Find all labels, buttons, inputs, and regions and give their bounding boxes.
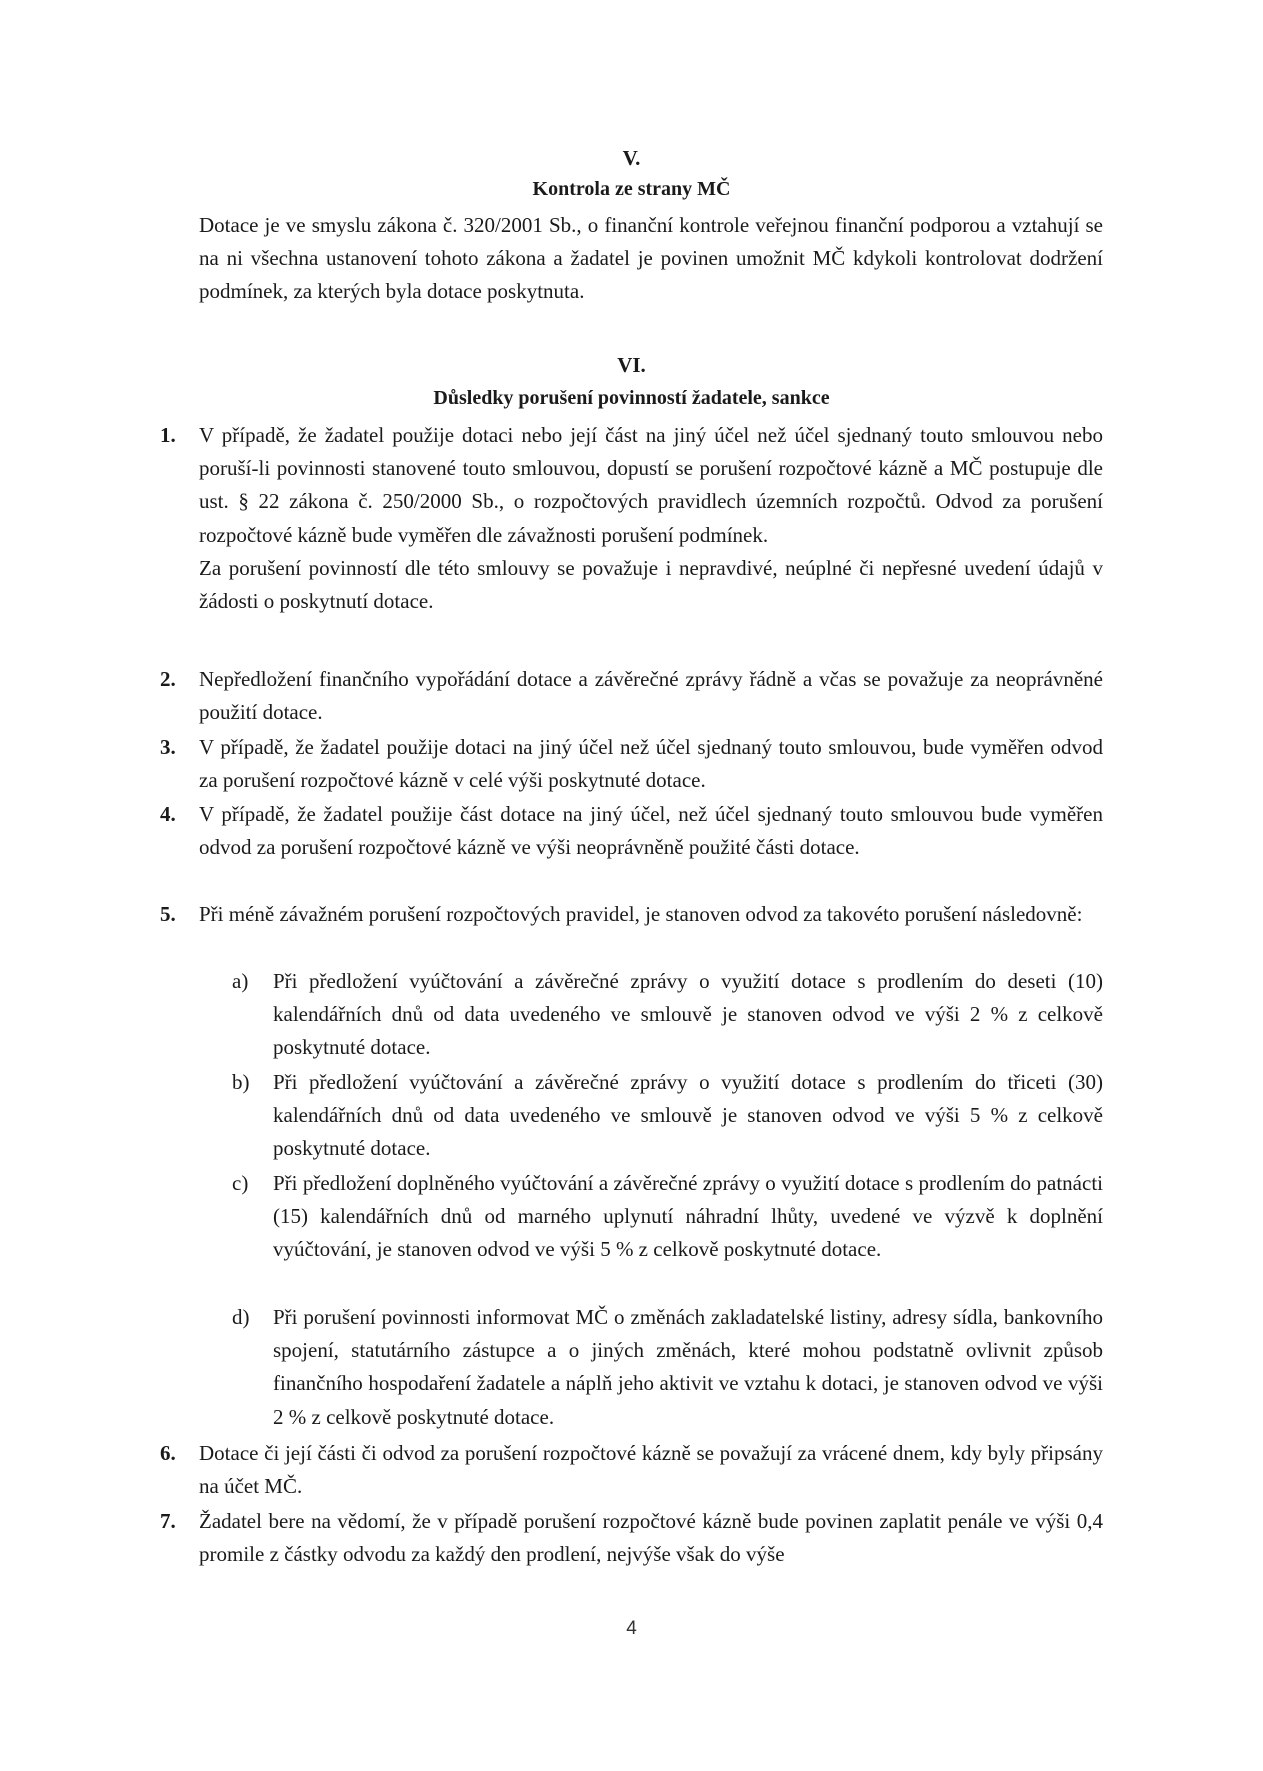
list-item-number: 7. xyxy=(160,1509,176,1533)
sub-item-letter: c) xyxy=(232,1171,249,1195)
section-v-title: Kontrola ze strany MČ xyxy=(532,178,731,200)
list-item-text: V případě, že žadatel použije dotaci na jiný účel než účel sjednaný touto smlouvou, bude vyměřen odvod za porušení rozpočtové kázně v celé výši poskytnuté dotace. xyxy=(199,735,1103,793)
sub-item-text: Při předložení vyúčtování a závěrečné zprávy o využití dotace s prodlením do deseti (10) kalendářních dnů od data uvedeného ve smlouvě je stanoven odvod ve výši 2 % z celkově poskytnuté dotace. xyxy=(273,969,1103,1060)
list-item-1 xyxy=(160,419,1103,618)
sub-item-letter: b) xyxy=(232,1070,250,1094)
list-item-number: 6. xyxy=(160,1441,176,1465)
list-item-text-continued: Za porušení povinností dle této smlouvy se považuje i nepravdivé, neúplné či nepřesné uvedení údajů v žádosti o poskytnutí dotace. xyxy=(199,555,1103,614)
list-item-text: V případě, že žadatel použije část dotace na jiný účel, než účel sjednaný touto smlouvou bude vyměřen odvod za porušení rozpočtové kázně ve výši neoprávněně použité části dotace. xyxy=(199,802,1103,860)
list-item-number: 3. xyxy=(160,735,176,759)
list-item-text: Žadatel bere na vědomí, že v případě porušení rozpočtové kázně bude povinen zaplatit penále ve výši 0,4 promile z částky odvodu za každý den prodlení, nejvýše však do výše xyxy=(199,1509,1103,1567)
list-item-number: 1. xyxy=(160,423,176,447)
list-item-number: 2. xyxy=(160,667,176,691)
sub-item-a xyxy=(232,965,1103,1065)
sub-item-b xyxy=(232,1066,1103,1166)
sub-item-text: Při porušení povinnosti informovat MČ o změnách zakladatelské listiny, adresy sídla, bankovního spojení, statutárního zástupce a o jiných změnách, které mohou podstatně ovlivnit způsob finančního hospodaření žadatele a náplň jeho aktivit ve vztahu k dotaci, je stanoven odvod ve výši 2 % z celkově poskytnuté dotace. xyxy=(273,1305,1103,1429)
list-item-2 xyxy=(160,663,1103,729)
page-number: 4 xyxy=(626,1618,637,1639)
section-vi-number: VI. xyxy=(617,353,646,377)
sub-item-letter: d) xyxy=(232,1305,250,1329)
list-item-7 xyxy=(160,1505,1103,1571)
sub-item-text: Při předložení doplněného vyúčtování a závěrečné zprávy o využití dotace s prodlením do patnácti (15) kalendářních dnů od marného uplynutí náhradní lhůty, uvedené ve výzvě k doplnění vyúčtování, je stanoven odvod ve výši 5 % z celkově poskytnuté dotace. xyxy=(273,1171,1103,1262)
list-item-number: 4. xyxy=(160,802,176,826)
list-item-3 xyxy=(160,731,1103,797)
section-v-number: V. xyxy=(622,146,641,170)
sub-item-text: Při předložení vyúčtování a závěrečné zprávy o využití dotace s prodlením do třiceti (30) kalendářních dnů od data uvedeného ve smlouvě je stanoven odvod ve výši 5 % z celkově poskytnuté dotace. xyxy=(273,1070,1103,1161)
list-item-6 xyxy=(160,1437,1103,1503)
list-item-5 xyxy=(160,898,1103,931)
list-item-number: 5. xyxy=(160,902,176,926)
section-vi-title: Důsledky porušení povinností žadatele, sankce xyxy=(433,387,830,409)
sub-item-c xyxy=(232,1167,1103,1267)
sub-item-letter: a) xyxy=(232,969,249,993)
list-item-4 xyxy=(160,798,1103,864)
section-v-paragraph: Dotace je ve smyslu zákona č. 320/2001 Sb., o finanční kontrole veřejnou finanční podporou a vztahují se na ni všechna ustanovení tohoto zákona a žadatel je povinen umožnit MČ kdykoli kontrolovat dodržení podmínek, za kterých byla dotace poskytnuta. xyxy=(199,213,1103,304)
list-item-text: V případě, že žadatel použije dotaci nebo její část na jiný účel než účel sjednaný touto smlouvou nebo poruší-li povinnosti stanovené touto smlouvou, dopustí se porušení rozpočtové kázně a MČ postupuje dle ust. § 22 zákona č. 250/2000 Sb., o rozpočtových pravidlech územních rozpočtů. Odvod za porušení rozpočtové kázně bude vyměřen dle závažnosti porušení podmínek. xyxy=(199,423,1103,547)
sub-item-d xyxy=(232,1301,1103,1434)
list-item-text: Nepředložení finančního vypořádání dotace a závěrečné zprávy řádně a včas se považuje za neoprávněné použití dotace. xyxy=(199,667,1103,725)
list-item-text: Dotace či její části či odvod za porušení rozpočtové kázně se považují za vrácené dnem, kdy byly připsány na účet MČ. xyxy=(199,1441,1103,1499)
list-item-text: Při méně závažném porušení rozpočtových pravidel, je stanoven odvod za takovéto porušení následovně: xyxy=(199,902,1083,926)
